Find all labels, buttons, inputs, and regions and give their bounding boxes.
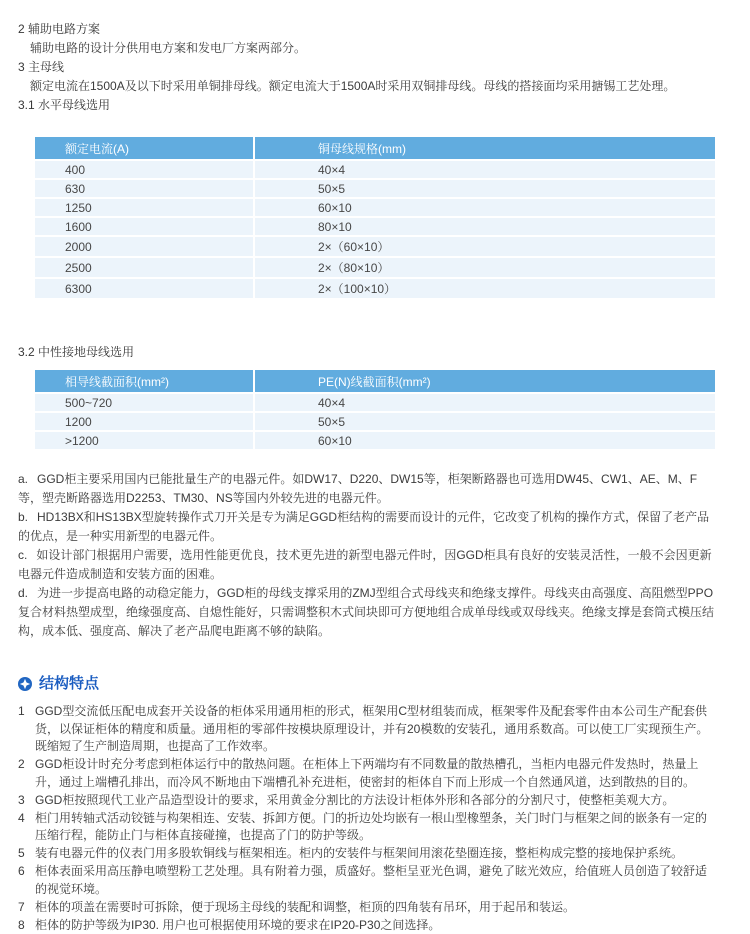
table-cell: 40×4 [255,161,715,178]
table-cell: 2×（100×10） [255,279,715,298]
feature-number: 2 [18,756,30,791]
features-section-title: 结构特点 [39,674,99,694]
table-row [35,161,715,178]
feature-text: GGD柜设计时充分考虑到柜体运行中的散热问题。在柜体上下两端均有不同数量的散热槽孔，当柜内电器元件发热时，热量上升，通过上端槽孔排出，而冷风不断地由下端槽孔补充进柜，使密封的柜体自下而上形成一个自然通风道，达到散热的目的。 [35,756,716,791]
column-header-pe-section: PE(N)线截面积(mm²) [255,370,715,392]
table-cell: >1200 [35,432,255,449]
section-heading-aux-circuit: 2 辅助电路方案 [18,20,716,39]
section-heading-main-busbar: 3 主母线 [18,58,716,77]
note-label: a. [18,472,28,486]
feature-item [18,917,716,934]
feature-item [18,703,716,756]
table-row [35,394,715,411]
table-header-row [35,370,715,392]
feature-number: 8 [18,917,30,934]
feature-text: GGD柜按照现代工业产品造型设计的要求，采用黄金分割比的方法设计柜体外形和各部分的分割尺寸，使整柜美观大方。 [35,792,716,810]
table-row [35,413,715,430]
pe-busbar-table [35,368,715,451]
note-label: c. [18,548,27,562]
table-row [35,199,715,216]
table-cell: 60×10 [255,432,715,449]
component-note [18,508,716,546]
section-heading-3-1: 3.1 水平母线选用 [18,96,716,115]
table-row [35,279,715,298]
feature-text: 柜体的项盖在需要时可拆除，便于现场主母线的装配和调整，柜顶的四角装有吊环，用于起吊和装运。 [35,899,716,917]
feature-number: 1 [18,703,30,756]
table-row [35,180,715,197]
feature-item [18,792,716,810]
feature-number: 3 [18,792,30,810]
table-cell: 50×5 [255,180,715,197]
table-row [35,258,715,277]
pe-busbar-table-wrap [18,368,716,451]
feature-number: 4 [18,810,30,845]
feature-item [18,863,716,898]
note-text: 如设计部门根据用户需要，选用性能更优良，技术更先进的新型电器元件时，因GGD柜具有良好的安装灵活性，一般不会因更新电器元件造成制造和安装方面的困难。 [18,548,712,581]
table-cell: 400 [35,161,255,178]
features-list [18,703,716,934]
component-notes [18,470,716,641]
note-label: d. [18,586,28,600]
four-point-star-circle-icon [18,677,32,691]
note-text: 为进一步提高电路的动稳定能力，GGD柜的母线支撑采用的ZMJ型组合式母线夹和绝缘支撑件。母线夹由高强度、高阻燃型PPO复合材料热塑成型，绝缘强度高、自熄性能好，只需调整积木式间块即可方便地组合成单母线或双母线夹。绝缘支撑是套筒式模压结构，成本低、强度高、解决了老产品爬电距离不够的缺陷。 [18,586,714,638]
table-cell: 1250 [35,199,255,216]
horizontal-busbar-table-wrap [18,135,716,300]
table-cell: 2000 [35,237,255,256]
table-row [35,432,715,449]
table-cell: 500~720 [35,394,255,411]
table-cell: 6300 [35,279,255,298]
table-cell: 40×4 [255,394,715,411]
table-row [35,218,715,235]
feature-text: 柜体表面采用高压静电喷塑粉工艺处理。具有附着力强，质盛好。整柜呈亚光色调，避免了眩光效应，给值班人员创造了较舒适的视觉环境。 [35,863,716,898]
feature-item [18,756,716,791]
table-cell: 2×（80×10） [255,258,715,277]
horizontal-busbar-table [35,135,715,300]
note-text: GGD柜主要采用国内已能批量生产的电器元件。如DW17、D220、DW15等，柜架断路器也可选用DW45、CW1、AE、M、F等，塑壳断路器选用D2253、TM30、NS等国内外较先进的电器元件。 [18,472,697,505]
note-text: HD13BX和HS13BX型旋转操作式刀开关是专为满足GGD柜结构的需要而设计的元件，它改变了机构的操作方式，保留了老产品的优点，是一种实用新型的电器元件。 [18,510,709,543]
column-header-copper-spec: 铜母线规格(mm) [255,137,715,159]
features-section-heading [18,674,716,694]
section-heading-3-2: 3.2 中性接地母线选用 [18,343,716,362]
feature-number: 6 [18,863,30,898]
note-label: b. [18,510,28,524]
table-cell: 1200 [35,413,255,430]
table-cell: 60×10 [255,199,715,216]
feature-text: 装有电器元件的仪表门用多股软铜线与框架相连。柜内的安装件与框架间用滚花垫圈连接，整柜构成完整的接地保护系统。 [35,845,716,863]
feature-text: 柜体的防护等级为IP30. 用户也可根据使用环境的要求在IP20-P30之间选择。 [35,917,716,934]
table-header-row [35,137,715,159]
section-body-main-busbar: 额定电流在1500A及以下时采用单铜排母线。额定电流大于1500A时采用双铜排母线。母线的搭接面均采用搪锡工艺处理。 [18,77,716,96]
feature-text: 柜门用转轴式活动铰链与构架相连、安装、拆卸方便。门的折边处均嵌有一根山型橡塑条，关门时门与框架之间的嵌条有一定的压缩行程，能防止门与柜体直接碰撞，也提高了门的防护等级。 [35,810,716,845]
section-body-aux-circuit: 辅助电路的设计分供用电方案和发电厂方案两部分。 [18,39,716,58]
component-note [18,584,716,641]
column-header-phase-section: 相导线截面积(mm²) [35,370,255,392]
table-cell: 630 [35,180,255,197]
component-note [18,546,716,584]
feature-text: GGD型交流低压配电成套开关设备的柜体采用通用柜的形式，框架用C型材组装而成，框架零件及配套零件由本公司生产配套供货，以保证柜体的精度和质量。通用柜的零部件按模块原理设计，并有20模数的安装孔，通用系数高。可以使工厂实现预生产。既缩短了生产制造周期，也提高了工作效率。 [35,703,716,756]
column-header-rated-current: 额定电流(A) [35,137,255,159]
table-cell: 1600 [35,218,255,235]
table-cell: 2×（60×10） [255,237,715,256]
feature-item [18,845,716,863]
table-cell: 80×10 [255,218,715,235]
table-cell: 2500 [35,258,255,277]
table-row [35,237,715,256]
table-cell: 50×5 [255,413,715,430]
feature-item [18,810,716,845]
component-note [18,470,716,508]
feature-number: 7 [18,899,30,917]
feature-item [18,899,716,917]
feature-number: 5 [18,845,30,863]
